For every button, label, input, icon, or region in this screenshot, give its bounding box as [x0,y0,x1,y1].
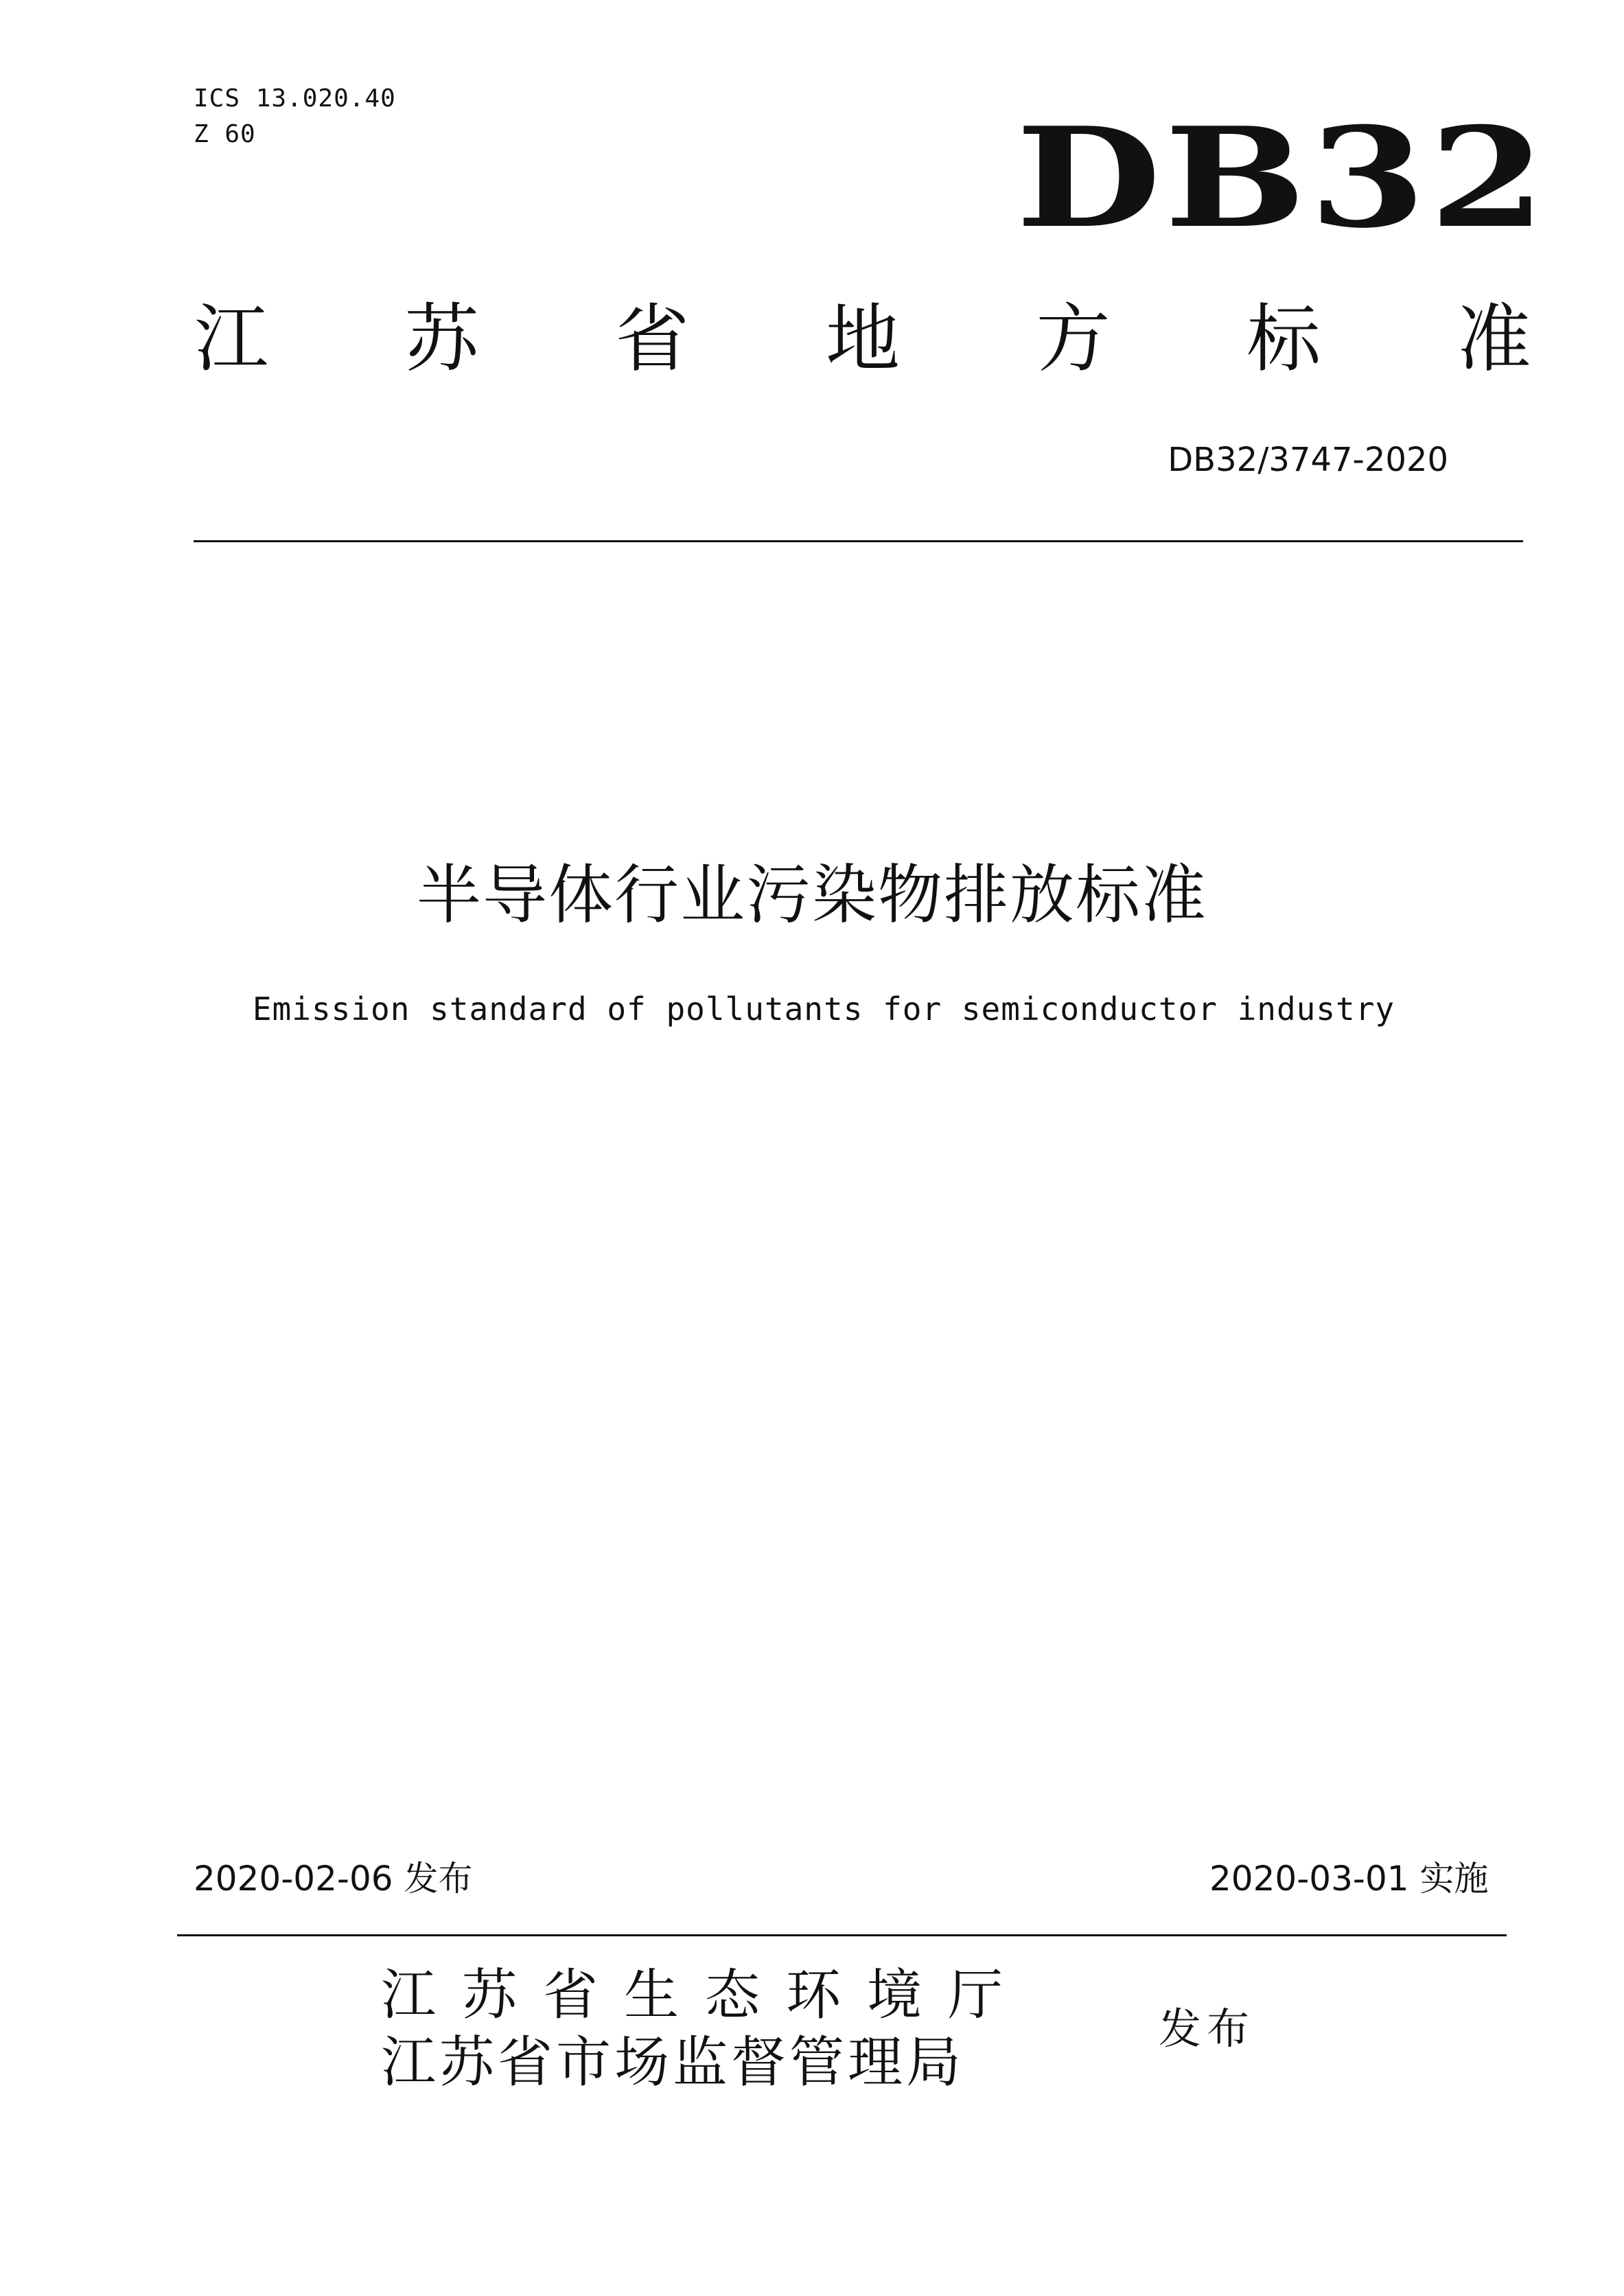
standard-number: DB32/3747-2020 [1168,441,1448,479]
ics-code: ICS 13.020.40 [194,84,396,113]
issue-date: 2020-02-06 发布 [194,1859,473,1899]
standard-type-char: 标 [1246,297,1321,382]
standard-type-char: 江 [194,297,268,382]
document-title: 半导体行业污染物排放标准 [416,858,1207,933]
issuing-authorities [381,1962,1029,2096]
standard-type-char: 省 [615,297,690,382]
standard-type-char: 方 [1036,297,1111,382]
issuer-environment-department: 江苏省生态环境厅 [381,1963,1029,2027]
header-divider [194,540,1523,542]
document-subtitle-en: Emission standard of pollutants for semiconductor industry [252,990,1395,1028]
standard-type-heading [194,295,1532,384]
issued-label: 发布 [1159,2004,1255,2054]
ccs-code: Z 60 [194,120,256,148]
standard-type-char: 地 [825,297,900,382]
footer-divider [177,1934,1507,1936]
effective-date: 2020-03-01 实施 [1209,1859,1489,1899]
standard-type-char: 准 [1457,297,1531,382]
standard-type-char: 苏 [404,297,479,382]
issuer-market-regulation-bureau: 江苏省市场监督管理局 [381,2030,964,2094]
standard-code-mark: DB32 [1016,97,1549,259]
classification-codes [194,81,396,152]
